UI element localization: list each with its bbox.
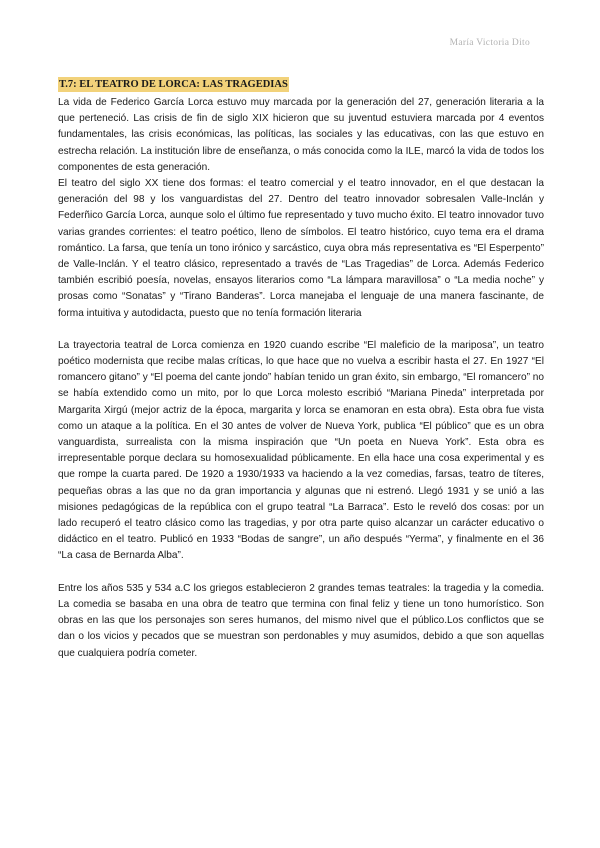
paragraph-lorca-generation: La vida de Federico García Lorca estuvo muy marcada por la generación del 27, generación literaria a la que perteneció. Las crisis de fin de siglo XIX hicieron que su juventud estuviera marcada por 4 eventos fundamentales, las crisis económicas, las políticas, las sociales y las educativas, con las que estuvo en estrecha relación. La institución libre de enseñanza, o más conocida como la ILE, marcó la vida de todos los componentes de esta generación.: [58, 97, 544, 173]
document-body: [58, 74, 544, 662]
document-title: T.7: EL TEATRO DE LORCA: LAS TRAGEDIAS: [59, 79, 288, 90]
paragraph-spacer: [58, 322, 544, 338]
paragraph-tragedia-comedia: Entre los años 535 y 534 a.C los griegos establecieron 2 grandes temas teatrales: la tragedia y la comedia. La comedia se basaba en una obra de teatro que termina con final feliz y tiene un tono humorístico. Son obras en las que los personajes son seres humanos, del mismo nivel que el público.Los conflictos que se dan o los vicios y pecados que se muestran son perdonables y muy asumidos, debido a que son aquellas que cualquiera podría cometer.: [58, 582, 544, 659]
paragraph-teatro-siglo-xx: El teatro del siglo XX tiene dos formas: el teatro comercial y el teatro innovador, en el que destacan la generación del 98 y los vanguardistas del 27. Dentro del teatro innovador sobresalen Valle-Inclán y Federñico García Lorca, aunque solo el último fue representado y tuvo mucho éxito. El teatro innovador tuvo varias grandes corrientes: el teatro poético, lleno de símbolos. El teatro histórico, cuyo tema era el drama romántico. La farsa, que tenía un tono irónico y sarcástico, cuya obra más representativa es “El Esperpento” de Valle-Inclán. Y el teatro clásico, representado a través de “Las Tragedias” de Lorca. Además Federico también escribió poesía, novelas, ensayos literarios como “La lámpara maravillosa” o “La media noche” y prosas como “Sonatas” y “Tirano Banderas”. Lorca manejaba el lenguaje de una manera fascinante, de forma intuitiva y autodidacta, puesto que no tenía formación literaria: [58, 178, 544, 319]
paragraph-spacer: [58, 565, 544, 581]
paragraph-trayectoria-teatral: La trayectoria teatral de Lorca comienza en 1920 cuando escribe “El maleficio de la mariposa”, un teatro poético modernista que recibe malas críticas, lo que hace que no vuelva a escribir hasta el 27. En 1927 “El romancero gitano” y “El poema del cante jondo” habían tenido un gran éxito, sin embargo, “El romancero” no se había extendido como un mito, por lo que Lorca molesto escribió “Mariana Pineda” interpretada por Margarita Xirgú (mejor actriz de la época, margarita y lorca se enamoran en esta obra). Esta obra fue vista como un ataque a la política. En el 30 antes de volver de Nueva York, publica “El público” que es un obra vanguardista, surrealista con la misma inspiración que “Un poeta en Nueva York”. Esta obra es irrepresentable porque declara su homosexualidad públicamente. En ella hace una cosa experimental y es que rompe la cuarta pared. De 1920 a 1930/1933 va haciendo a la vez comedias, farsas, teatro de títeres, pequeñas obras a las que no da gran importancia y algunas que ni estrenó. Llegó 1931 y se unió a las misiones pedagógicas de la república con el grupo teatral “La Barraca”. Esto le reveló dos cosas: por un lado recuperó el teatro clásico como las tragedias, y por otra parte quiso alcanzar un carácter educativo o didáctico en el teatro. Publicó en 1933 “Bodas de sangre”, un año después “Yerma”, y finalmente en el 36 “La casa de Bernarda Alba”.: [58, 339, 544, 562]
author-name: María Victoria Dito: [449, 38, 530, 48]
